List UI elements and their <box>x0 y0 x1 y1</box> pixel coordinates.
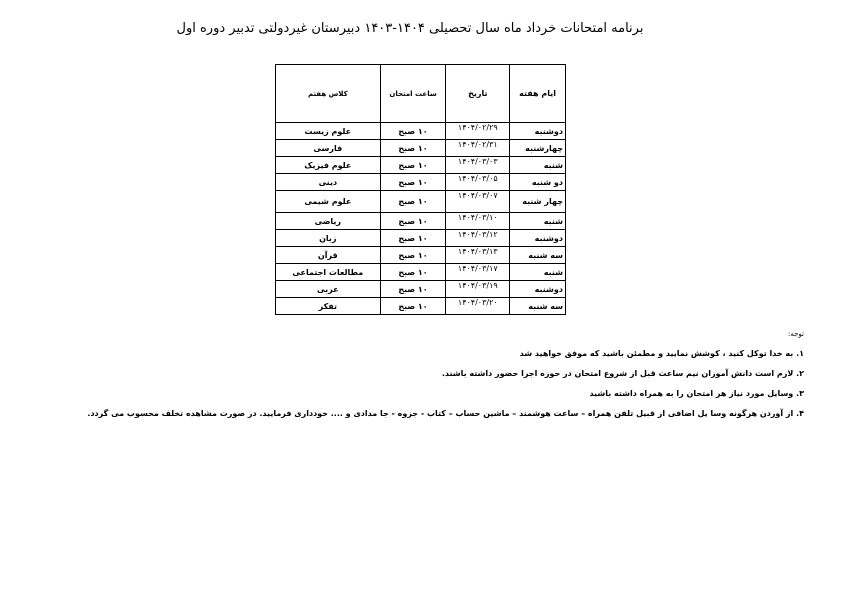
cell-date: ۱۴۰۴/۰۳/۲۰ <box>446 298 510 315</box>
table-row <box>276 123 566 140</box>
cell-date: ۱۴۰۴/۰۳/۱۷ <box>446 264 510 281</box>
table-row <box>276 140 566 157</box>
cell-date: ۱۴۰۴/۰۳/۰۷ <box>446 191 510 213</box>
cell-time: ۱۰ صبح <box>380 191 446 213</box>
cell-date: ۱۴۰۴/۰۳/۱۰ <box>446 213 510 230</box>
cell-subject: علوم فیزیک <box>276 157 381 174</box>
cell-time: ۱۰ صبح <box>380 140 446 157</box>
cell-day: سه شنبه <box>510 298 566 315</box>
table-header-row <box>276 65 566 123</box>
cell-subject: زبان <box>276 230 381 247</box>
table-row <box>276 264 566 281</box>
cell-time: ۱۰ صبح <box>380 230 446 247</box>
cell-subject: فارسی <box>276 140 381 157</box>
table-row <box>276 230 566 247</box>
cell-time: ۱۰ صبح <box>380 264 446 281</box>
table-row <box>276 298 566 315</box>
cell-day: دوشنبه <box>510 123 566 140</box>
cell-subject: عربی <box>276 281 381 298</box>
cell-date: ۱۴۰۴/۰۳/۰۳ <box>446 157 510 174</box>
cell-date: ۱۴۰۴/۰۲/۳۱ <box>446 140 510 157</box>
cell-date: ۱۴۰۴/۰۳/۱۲ <box>446 230 510 247</box>
cell-day: دو شنبه <box>510 174 566 191</box>
exam-schedule-table <box>275 64 566 315</box>
cell-time: ۱۰ صبح <box>380 298 446 315</box>
header-day: ایام هفته <box>510 65 566 123</box>
cell-time: ۱۰ صبح <box>380 281 446 298</box>
cell-time: ۱۰ صبح <box>380 157 446 174</box>
note-item: ۱. به خدا توکل کنید ، کوشش نمایید و مطمئن باشید که موفق خواهید شد <box>519 349 804 358</box>
cell-subject: دینی <box>276 174 381 191</box>
table-row <box>276 157 566 174</box>
cell-day: سه شنبه <box>510 247 566 264</box>
cell-time: ۱۰ صبح <box>380 174 446 191</box>
cell-subject: تفکر <box>276 298 381 315</box>
cell-day: شنبه <box>510 213 566 230</box>
note-item: ۲. لازم است دانش آموزان نیم ساعت قبل از شروع امتحان در حوزه اجرا حضور داشته باشند. <box>441 369 804 378</box>
cell-subject: ریاضی <box>276 213 381 230</box>
cell-day: دوشنبه <box>510 281 566 298</box>
cell-time: ۱۰ صبح <box>380 247 446 264</box>
table-row <box>276 174 566 191</box>
cell-day: شنبه <box>510 264 566 281</box>
header-time: ساعت امتحان <box>380 65 446 123</box>
table-row <box>276 281 566 298</box>
table-row <box>276 247 566 264</box>
note-item: ۴. از آوردن هرگونه وسا یل اضافی از قبیل تلفن همراه – ساعت هوشمند – ماشین حساب – کتاب - جزوه - جا مدادی و .... خودداری فرمایید. در صورت مشاهده تخلف محسوب می گردد. <box>87 409 804 418</box>
page-title: برنامه امتحانات خرداد ماه سال تحصیلی ۱۴۰۴-۱۴۰۳ دبیرستان غیردولتی تدبیر دوره اول <box>176 21 644 36</box>
cell-date: ۱۴۰۴/۰۳/۱۳ <box>446 247 510 264</box>
table-row <box>276 213 566 230</box>
header-date: تاریخ <box>446 65 510 123</box>
notes-heading: توجه: <box>787 330 804 338</box>
cell-day: شنبه <box>510 157 566 174</box>
notes-section <box>87 330 804 429</box>
cell-date: ۱۴۰۴/۰۳/۰۵ <box>446 174 510 191</box>
note-item: ۳. وسایل مورد نیاز هر امتحان را به همراه داشته باشید <box>589 389 804 398</box>
cell-day: چهار شنبه <box>510 191 566 213</box>
table-row <box>276 191 566 213</box>
cell-day: دوشنبه <box>510 230 566 247</box>
header-subject: کلاس هفتم <box>276 65 381 123</box>
cell-date: ۱۴۰۴/۰۳/۱۹ <box>446 281 510 298</box>
cell-time: ۱۰ صبح <box>380 123 446 140</box>
cell-subject: قرآن <box>276 247 381 264</box>
cell-subject: علوم شیمی <box>276 191 381 213</box>
cell-subject: مطالعات اجتماعی <box>276 264 381 281</box>
cell-time: ۱۰ صبح <box>380 213 446 230</box>
cell-subject: علوم زیست <box>276 123 381 140</box>
cell-day: چهارشنبه <box>510 140 566 157</box>
cell-date: ۱۴۰۴/۰۲/۲۹ <box>446 123 510 140</box>
